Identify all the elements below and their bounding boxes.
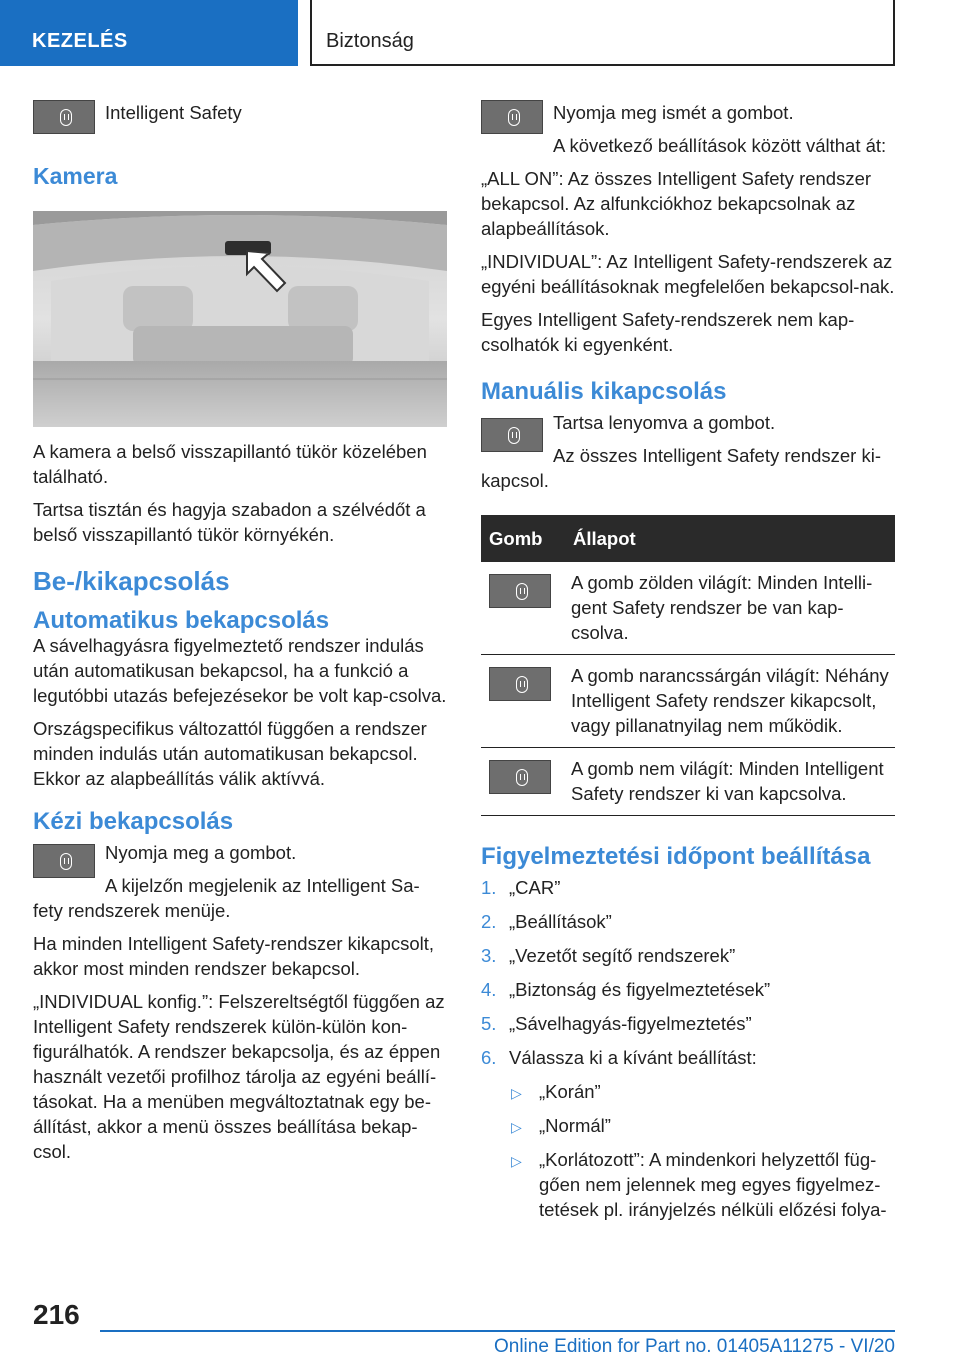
kamera-p2: Tartsa tisztán és hagyja szabadon a szélvédőt a belső visszapillantó tükör környékén. [33, 499, 426, 545]
auto-p2: Országspecifikus változattól függően a rendszer minden indulás után automatikusan bekapcsol. Ekkor az alapbeállítás válik aktívvá. [33, 718, 427, 789]
state-text: A gomb zölden világít: Minden Intelli-gent Safety rendszer be van kap-csolva. [565, 562, 895, 655]
p-allon: „ALL ON”: Az összes Intelligent Safety rendszer bekapcsol. Az alfunkciókhoz bekapcsolnak az alapbeállítások. [481, 168, 872, 239]
intro-label: Intelligent Safety [105, 102, 242, 123]
intelligent-safety-button-icon [33, 100, 95, 134]
triangle-bullet-icon: ▷ [511, 1153, 522, 1169]
section-tab [0, 0, 298, 66]
options-list [509, 1079, 895, 1222]
subsection-tab [310, 0, 895, 66]
warn-heading: Figyelmeztetési időpont beállítása [481, 843, 871, 870]
list-item: 5. „Sávelhagyás-figyelmeztetés” [481, 1013, 752, 1034]
intelligent-safety-button-icon [481, 100, 543, 134]
manoff-l1: Tartsa lenyomva a gombot. [553, 412, 776, 433]
manoff-l2: Az összes Intelligent Safety rendszer ki-kapcsol. [481, 445, 882, 491]
manual-p2: „INDIVIDUAL konfig.”: Felszereltségtől függően az Intelligent Safety rendszerek külön-külön kon-figurálhatók. A rendszer bekapcsolja, és az éppen használt vezetői profilhoz tárolja az egyéni beállí-tásokat. Ha a menüben megváltoztatnak egy be-állítást, akkor a menü összes beállítása bekap-csol. [33, 991, 445, 1162]
state-text: A gomb narancssárgán világít: Néhány Intelligent Safety rendszer kikapcsolt, vagy pillanatnyilag nem működik. [565, 655, 895, 748]
subsection-title: Biztonság [326, 30, 414, 52]
section-title: KEZELÉS [32, 30, 128, 52]
manual-btn-l2: A kijelzőn megjelenik az Intelligent Sa-fety rendszerek menüje. [33, 875, 420, 921]
list-item: 2. „Beállítások” [481, 911, 612, 932]
list-item: 6. Válassza ki a kívánt beállítást: [481, 1047, 757, 1068]
footer-edition: Online Edition for Part no. 01405A11275 - VI/20 [493, 1336, 895, 1357]
button-green-icon [489, 574, 551, 608]
list-item: ▷ „Normál” [509, 1113, 895, 1138]
intelligent-safety-button-icon [33, 844, 95, 878]
button-off-icon [489, 760, 551, 794]
auto-heading: Automatikus bekapcsolás [33, 607, 330, 634]
table-header-row [481, 515, 895, 562]
col-allapot: Állapot [565, 515, 895, 562]
p-indiv: „INDIVIDUAL”: Az Intelligent Safety-rendszerek az egyéni beállításoknak megfelelően bekapcsol-nak. [481, 251, 895, 297]
triangle-bullet-icon: ▷ [511, 1085, 522, 1101]
manual-p1: Ha minden Intelligent Safety-rendszer kikapcsolt, akkor most minden rendszer bekapcsol. [33, 933, 435, 979]
car-interior-photo [33, 211, 447, 427]
list-item: 1. „CAR” [481, 877, 561, 898]
triangle-bullet-icon: ▷ [511, 1119, 522, 1135]
btn2-l2: A következő beállítások között válthat át: [553, 135, 887, 156]
p-some: Egyes Intelligent Safety-rendszerek nem kap-csolhatók ki egyenként. [481, 309, 855, 355]
table-row [481, 748, 895, 816]
button-orange-icon [489, 667, 551, 701]
onoff-heading: Be-/kikapcsolás [33, 566, 230, 596]
manoff-heading: Manuális kikapcsolás [481, 378, 727, 405]
left-column [33, 100, 447, 1172]
btn2-l1: Nyomja meg ismét a gombot. [553, 102, 794, 123]
list-item: 4. „Biztonság és figyelmeztetések” [481, 979, 771, 1000]
state-text: A gomb nem világít: Minden Intelligent Safety rendszer ki van kapcsolva. [565, 748, 895, 816]
kamera-heading: Kamera [33, 163, 118, 189]
list-item: ▷ „Korán” [509, 1079, 895, 1104]
table-row [481, 655, 895, 748]
table-row [481, 562, 895, 655]
right-column [481, 100, 895, 1231]
col-gomb: Gomb [481, 515, 565, 562]
intelligent-safety-button-icon [481, 418, 543, 452]
page-number: 216 [33, 1299, 80, 1330]
auto-p1: A sávelhagyásra figyelmeztető rendszer indulás után automatikusan bekapcsol, ha a funkció a legutóbbi utazás befejezésekor be volt kap-csolva. [33, 635, 447, 706]
status-table [481, 515, 895, 816]
manual-btn-l1: Nyomja meg a gombot. [105, 842, 297, 863]
manual-heading: Kézi bekapcsolás [33, 808, 234, 835]
list-item: ▷ „Korlátozott”: A mindenkori helyzettől füg-gően nem jelennek meg egyes figyelmez-tetések pl. irányjelzés nélküli előzési folya- [511, 1149, 887, 1220]
list-item: 3. „Vezetőt segítő rendszerek” [481, 945, 736, 966]
steps-list [481, 875, 895, 1070]
footer-divider [100, 1330, 895, 1332]
kamera-p1: A kamera a belső visszapillantó tükör közelében található. [33, 441, 427, 487]
